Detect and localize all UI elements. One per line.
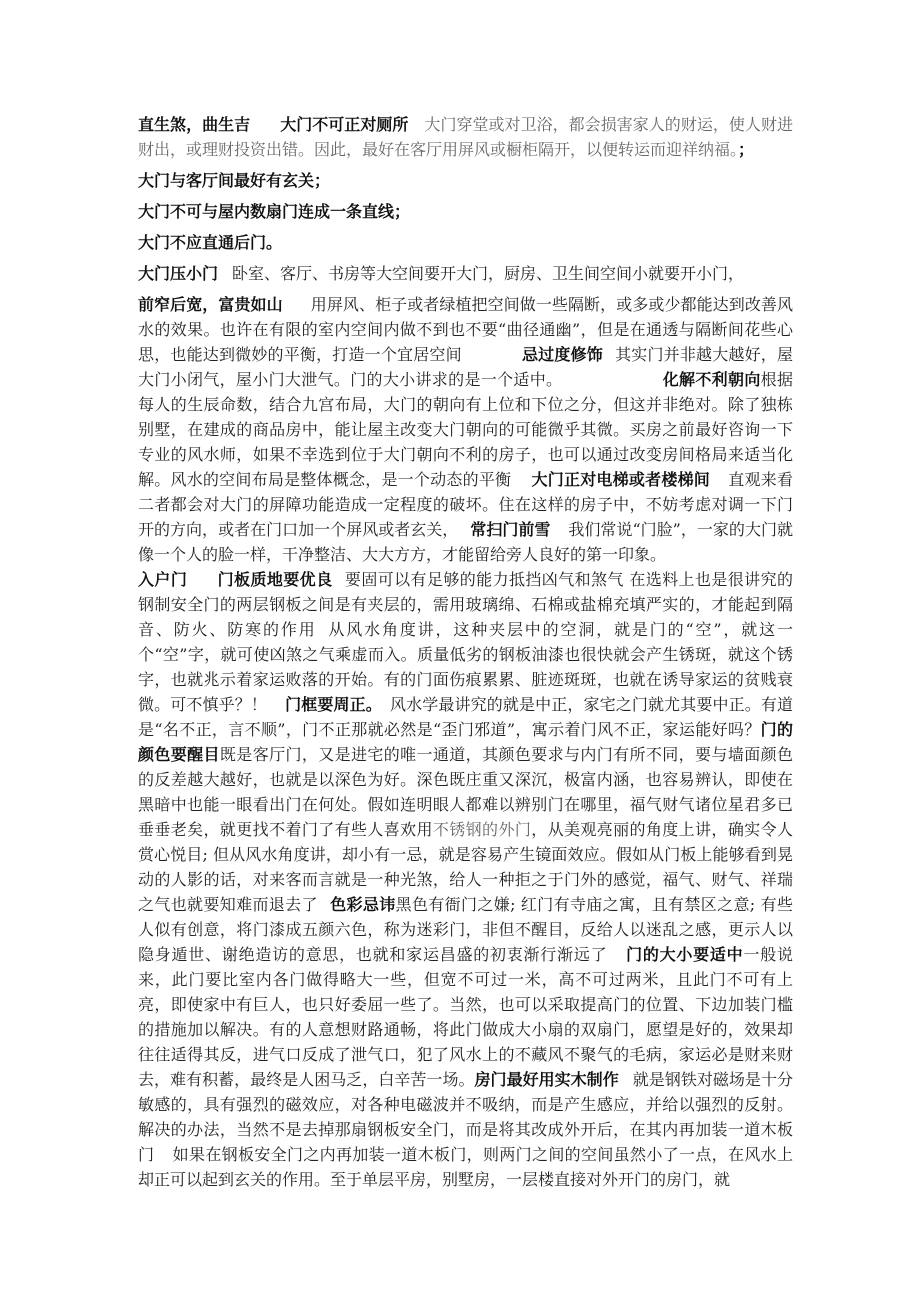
rule-text: 大门不可与屋内数扇门连成一条直线；: [138, 202, 411, 221]
section-heading: 色彩忌讳: [329, 895, 396, 914]
heading-straight-curve: 直生煞，曲生吉: [138, 115, 251, 134]
section-heading: 化解不利朝向: [662, 370, 761, 389]
section-heading: 门板质地要优良: [217, 570, 333, 589]
small-door-paragraph: [138, 261, 793, 286]
narrow-front-paragraph: [138, 292, 793, 567]
rule-line: [138, 230, 793, 255]
section-heading: 大门正对电梯或者楼梯间: [531, 470, 711, 489]
rule-line: [138, 199, 793, 224]
rule-text: 大门不应直通后门。: [138, 233, 283, 252]
paragraph-text: ，从美观亮丽的角度上讲，确实令人赏心悦目; 但从风水角度讲，却小有一忌，就是容易产生镜面效应。假如从门板上能够看到晃动的人影的话，对来客而言就是一种光煞，给人一种拒之于门外的感觉，福气、财气、祥瑞之气也就要知难而退去了: [138, 820, 793, 914]
section-heading: 忌过度修饰: [521, 345, 603, 364]
section-heading: 常扫门前雪: [470, 520, 551, 539]
paragraph-text: 用屏风、柜子或者绿植把空间做一些隔断，或多或少都能达到改善风水的效果。也许在有限的室内空间内做不到也不要“曲径通幽”，但是在通透与隔断间花些心思，也能达到微妙的平衡，打造一个宜居空间: [138, 295, 793, 364]
paragraph-text: 直观来看二者都会对大门的屏障功能造成一定程度的破坏。住在这样的房子中，不妨考虑对调一下门开的方向，或者在门口加一个屏风或者玄关，: [138, 470, 793, 539]
paragraph-tail: ；: [738, 140, 755, 159]
paragraph-text: 根据每人的生辰命数，结合九宫布局，大门的朝向有上位和下位之分，但这并非绝对。除了独栋别墅，在建成的商品房中，能让屋主改变大门朝向的可能微乎其微。买房之前最好咨询一下专业的风水师，如果不幸选到位于大门朝向不利的房子，也可以通过改变房间格局来适当化解。风水的空间布局是整体概念，是一个动态的平衡: [138, 370, 793, 489]
paragraph-text: 就是钢铁对磁场是十分敏感的，具有强烈的磁效应，对各种电磁波并不吸纳，而是产生感应，并给以强烈的反射。解决的办法，当然不是去掉那扇钢板安全门，而是将其改成外开后，在其内再加装一道木板门: [138, 1070, 793, 1164]
paragraph-text: 要固可以有足够的能力抵挡凶气和煞气 在选料上也是很讲究的钢制安全门的两层钢板之间是有夹层的，需用玻璃绵、石棉或盐棉充填严实的，才能起到隔音、防火、防寒的作用: [138, 570, 793, 639]
paragraph-text: 从风水角度讲，这种夹层中的空洞，就是门的“空”，就这一个“空”字，就可使凶煞之气乘虚而入。质量低劣的钢板油漆也很快就会产生锈斑，就这个锈字，也就兆示着家运败落的开始。有的门面伤痕累累、脏迹斑斑，也就在诱导家运的贫贱衰微。可不慎乎？！: [138, 620, 793, 714]
section-heading: 门的大小要适中: [625, 945, 744, 964]
intro-paragraph: [138, 112, 793, 162]
paragraph-text-muted: 不锈钢的外门: [432, 820, 532, 839]
paragraph-text: 大门穿堂或对卫浴，都会损害家人的财运，使人财进财出，或理财投资出错。因此，最好在客厅用屏风或橱柜隔开，以便转运而迎祥纳福。: [138, 115, 793, 159]
paragraph-text: 风水学最讲究的就是中正，家宅之门就尤其要中正。有道是“名不正，言不顺”，门不正那就必然是“歪门邪道”，寓示着门风不正，家运能好吗？: [138, 695, 793, 739]
section-heading: 入户门: [138, 570, 188, 589]
paragraph-text: 一般说来，此门要比室内各门做得略大一些，但宽不可过一米，高不可过两米，且此门不可有上亮，即使家中有巨人，也只好委屈一些了。当然，也可以采取提高门的位置、下边加装门槛的措施加以解决。有的人意想财路通畅，将此门做成大小扇的双扇门，愿望是好的，效果却往往适得其反，进气口反成了泄气口，犯了风水上的不藏风不聚气的毛病，家运必是财来财去，难有积蓄，最终是人困马乏，白辛苦一场。: [138, 945, 793, 1089]
rule-text: 大门与客厅间最好有玄关；: [138, 171, 331, 190]
document-body: [138, 112, 793, 1192]
paragraph-text: 如果在钢板安全门之内再加装一道木板门，则两门之间的空间虽然小了一点，在风水上却正可以起到玄关的作用。至于单层平房，别墅房，一层楼直接对外开门的房门，就: [138, 1145, 793, 1189]
paragraph-text: 卧室、客厅、书房等大空间要开大门，厨房、卫生间空间小就要开小门，: [232, 264, 745, 283]
section-heading: 房门最好用实木制作: [474, 1070, 619, 1089]
paragraph-text: 其实门并非越大越好，屋大门小闭气，屋小门大泄气。门的大小讲求的是一个适中。: [138, 345, 793, 389]
paragraph-text: 黑色有衙门之嫌; 红门有寺庙之寓，且有禁区之意; 有些人似有创意，将门漆成五颜六色，称为迷彩门，非但不醒目，反给人以迷乱之感，更示人以隐身遁世、谢绝造访的意思，也就和家运昌盛的初衷渐行渐远了: [138, 895, 793, 964]
paragraph-text: 既是客厅门，又是进宅的唯一通道，其颜色要求与内门有所不同，要与墙面颜色的反差越大越好，也就是以深色为好。深色既庄重又深沉，极富内涵，也容易辨认，即使在黑暗中也能一眼看出门在何处。假如连明眼人都难以辨别门在哪里，福气财气诸位星君多已垂垂老矣，就更找不着门了有些人喜欢用: [138, 745, 793, 839]
section-heading: 大门压小门: [138, 264, 219, 283]
rule-line: [138, 168, 793, 193]
section-heading: 门的颜色要醒目: [138, 720, 793, 764]
section-heading: 门框要周正。: [285, 695, 382, 714]
heading-door-toilet: 大门不可正对厕所: [280, 115, 409, 134]
paragraph-text: 我们常说“门脸”，一家的大门就像一个人的脸一样，干净整洁、大大方方，才能留给旁人良好的第一印象。: [138, 520, 793, 564]
section-heading: 前窄后宽，富贵如山: [138, 295, 283, 314]
entry-door-paragraph: [138, 567, 793, 1192]
